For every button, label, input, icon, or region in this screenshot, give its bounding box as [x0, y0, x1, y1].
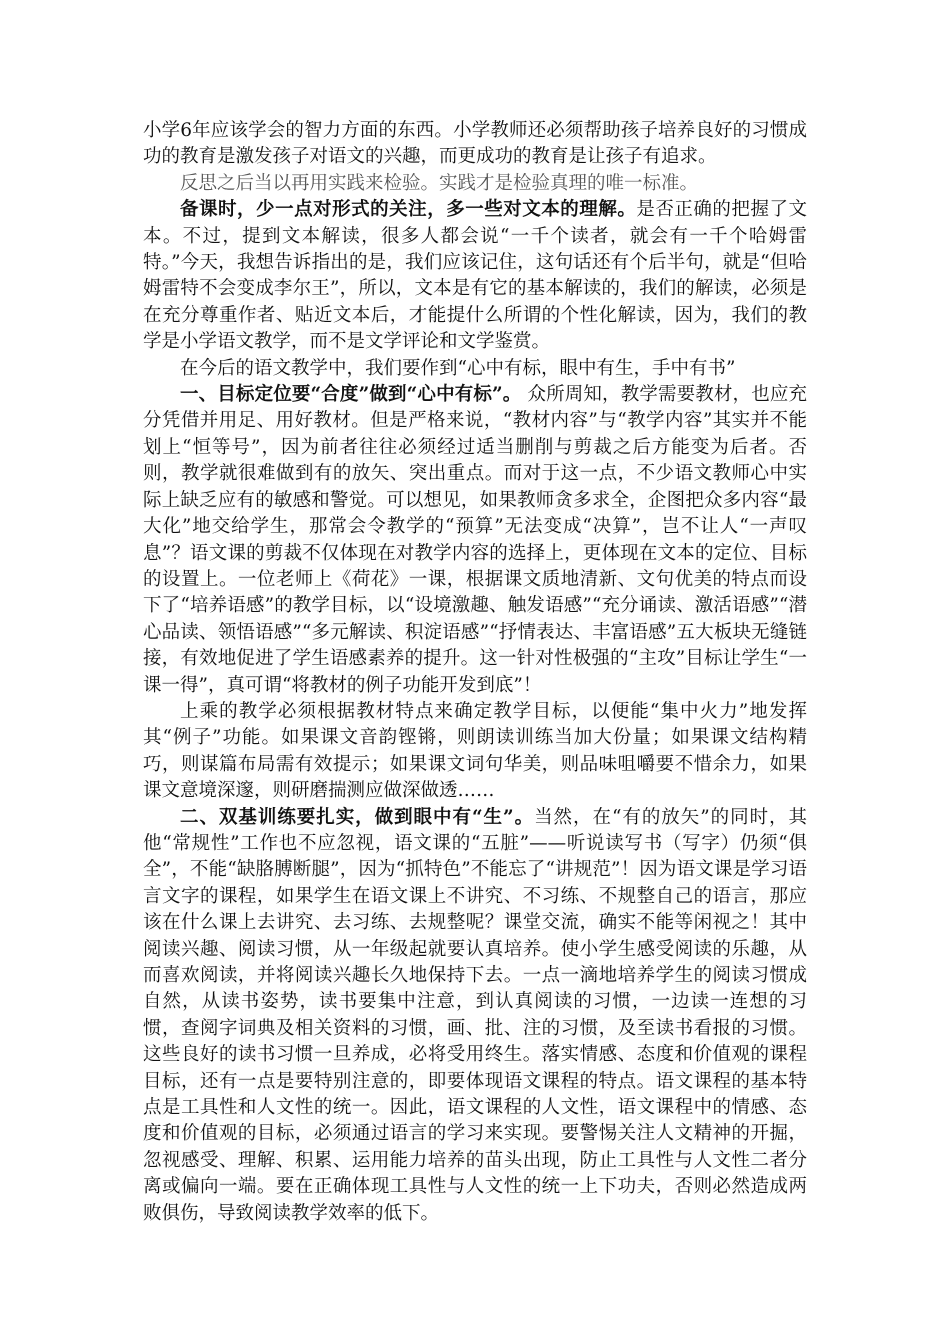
paragraph-1-text: 小学6年应该学会的智力方面的东西。小学教师还必须帮助孩子培养良好的习惯成功的教育是激发孩子对语文的兴趣，而更成功的教育是让孩子有追求。 [143, 120, 807, 168]
paragraph-7 [143, 805, 807, 1228]
paragraph-3-text: 是否正确的把握了文本。不过，提到文本解读，很多人都会说“一千个读者，就会有一千个哈姆雷特。”今天，我想告诉指出的是，我们应该记住，这句话还有个后半句，就是“但哈姆雷特不会变成李尔王”，所以，文本是有它的基本解读的，我们的解读，必须是在充分尊重作者、贴近文本后，才能提什么所谓的个性化解读，因为，我们的教学是小学语文教学，而不是文学评论和文学鉴赏。 [143, 199, 807, 353]
paragraph-6-text: 上乘的教学必须根据教材特点来确定教学目标，以便能“集中火力”地发挥其“例子”功能。如果课文音韵铿锵，则朗读训练当加大份量；如果课文结构精巧，则谋篇布局需有效提示；如果课文词句华美，则品味咀嚼要不惜余力，如果课文意境深邃，则研磨揣测应做深做透…… [143, 700, 807, 802]
paragraph-4 [143, 356, 807, 382]
paragraph-5-text: 众所周知，教学需要教材，也应充分凭借并用足、用好教材。但是严格来说，“教材内容”与“教学内容”其实并不能划上“恒等号”，因为前者往往必须经过适当删削与剪裁之后方能变为后者。否则，教学就很难做到有的放矢、突出重点。而对于这一点，不少语文教师心中实际上缺乏应有的敏感和警觉。可以想见，如果教师贪多求全，企图把众多内容“最大化”地交给学生，那常会令教学的“预算”无法变成“决算”，岂不让人“一声叹息”？语文课的剪裁不仅体现在对教学内容的选择上，更体现在文本的定位、目标的设置上。一位老师上《荷花》一课，根据课文质地清新、文句优美的特点而设下了“培养语感”的教学目标，以“设境激趣、触发语感”“充分诵读、激活语感”“潜心品读、领悟语感”“多元解读、积淀语感”“抒情表达、丰富语感”五大板块无缝链接，有效地促进了学生语感素养的提升。这一针对性极强的“主攻”目标让学生“一课一得”，真可谓“将教材的例子功能开发到底”！ [143, 384, 807, 696]
paragraph-7-text: 当然，在“有的放矢”的同时，其他“常规性”工作也不应忽视，语文课的“五脏”——听说读写书（写字）仍须“俱全”，不能“缺胳膊断腿”，因为“抓特色”不能忘了“讲规范”！因为语文课是学习语言文字的课程，如果学生在语文课上不讲究、不习练、不规整自己的语言，那应该在什么课上去讲究、去习练、去规整呢？课堂交流，确实不能等闲视之！其中阅读兴趣、阅读习惯，从一年级起就要认真培养。使小学生感受阅读的乐趣，从而喜欢阅读，并将阅读兴趣长久地保持下去。一点一滴地培养学生的阅读习惯成自然，从读书姿势，读书要集中注意，到认真阅读的习惯，一边读一连想的习惯，查阅字词典及相关资料的习惯，画、批、注的习惯，及至读书看报的习惯。这些良好的读书习惯一旦养成，必将受用终生。落实情感、态度和价值观的课程目标，还有一点是要特别注意的，即要体现语文课程的特点。语文课程的基本特点是工具性和人文性的统一。因此，语文课程的人文性，语文课程中的情感、态度和价值观的目标，必须通过语言的学习来实现。要警惕关注人文精神的开掘，忽视感受、理解、积累、运用能力培养的苗头出现，防止工具性与人文性二者分离或偏向一端。要在正确体现工具性与人文性的统一上下功夫，否则必然造成两败俱伤，导致阅读教学效率的低下。 [143, 806, 807, 1224]
paragraph-2 [143, 171, 807, 197]
paragraph-3 [143, 197, 807, 355]
paragraph-6 [143, 699, 807, 805]
paragraph-5 [143, 382, 807, 699]
section-2-heading: 二、双基训练要扎实，做到眼中有“生”。 [180, 806, 535, 828]
paragraph-4-text: 在今后的语文教学中，我们要作到“心中有标，眼中有生，手中有书” [180, 357, 736, 379]
section-1-heading: 一、目标定位要“合度”做到“心中有标”。 [180, 384, 522, 406]
paragraph-3-heading: 备课时，少一点对形式的关注，多一些对文本的理解。 [180, 199, 637, 221]
paragraph-2-text: 反思之后当以再用实践来检验。实践才是检验真理的唯一标准。 [180, 172, 699, 194]
document-page [143, 118, 807, 1227]
paragraph-1 [143, 118, 807, 171]
